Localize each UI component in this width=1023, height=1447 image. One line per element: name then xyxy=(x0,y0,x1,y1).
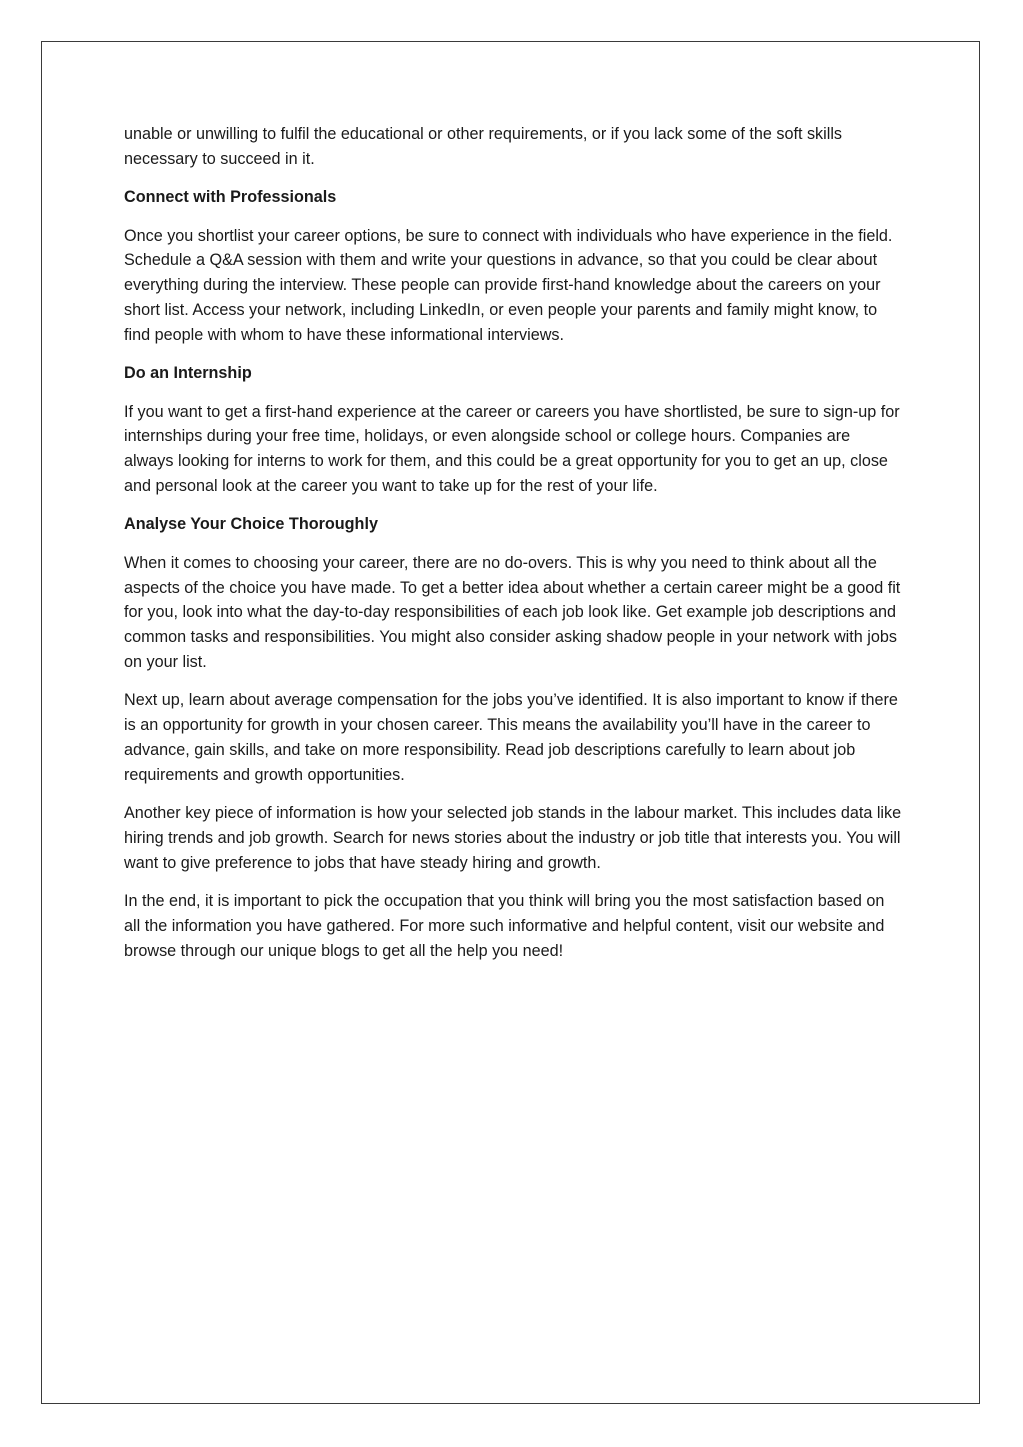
heading-analyse-your-choice: Analyse Your Choice Thoroughly xyxy=(124,515,378,534)
paragraph-connect-with-professionals: Once you shortlist your career options, be sure to connect with individuals who have experience in the field. Schedule a Q&A session with them and write your questions in advance, so that you could be clear about everything during the interview. These people can provide first-hand knowledge about the careers on your short list. Access your network, including LinkedIn, or even people your parents and family might know, to find people with whom to have these informational interviews. xyxy=(124,226,893,344)
paragraph-analyse-choice: When it comes to choosing your career, there are no do-overs. This is why you need to think about all the aspects of the choice you have made. To get a better idea about whether a certain career might be a good fit for you, look into what the day-to-day responsibilities of each job look like. Get example job descriptions and common tasks and responsibilities. You might also consider asking shadow people in your network with jobs on your list. xyxy=(124,553,901,671)
paragraph-labour-market: Another key piece of information is how your selected job stands in the labour market. This includes data like hiring trends and job growth. Search for news stories about the industry or job title that interests you. You will want to give preference to jobs that have steady hiring and growth. xyxy=(124,804,902,872)
paragraph-compensation: Next up, learn about average compensation for the jobs you’ve identified. It is also important to know if there is an opportunity for growth in your chosen career. This means the availability you’ll have in the career to advance, gain skills, and take on more responsibility. Read job descriptions carefully to learn about job requirements and growth opportunities. xyxy=(124,691,898,784)
document-body xyxy=(124,122,904,977)
heading-do-an-internship: Do an Internship xyxy=(124,364,252,383)
heading-connect-with-professionals: Connect with Professionals xyxy=(124,188,337,207)
paragraph-conclusion: In the end, it is important to pick the occupation that you think will bring you the most satisfaction based on all the information you have gathered. For more such informative and helpful content, visit our website and browse through our unique blogs to get all the help you need! xyxy=(124,892,885,960)
paragraph-do-an-internship: If you want to get a first-hand experience at the career or careers you have shortlisted, be sure to sign-up for internships during your free time, holidays, or even alongside school or college hours. Companies are always looking for interns to work for them, and this could be a great opportunity for you to get an up, close and personal look at the career you want to take up for the rest of your life. xyxy=(124,402,900,495)
paragraph-continuation: unable or unwilling to fulfil the educational or other requirements, or if you lack some of the soft skills necessary to succeed in it. xyxy=(124,125,843,168)
